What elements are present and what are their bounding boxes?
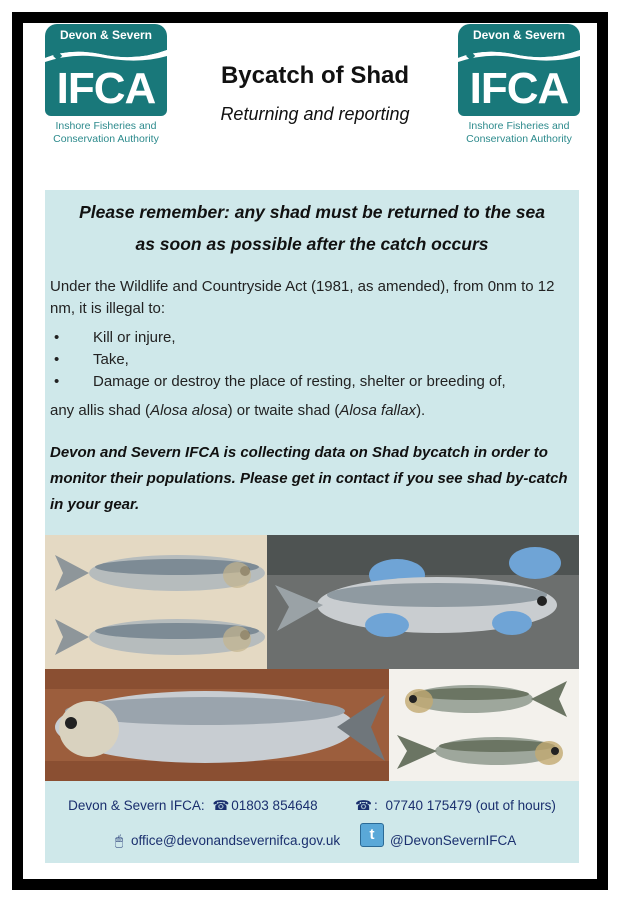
illegal-actions-list xyxy=(50,327,570,393)
logo-ifca-text: IFCA xyxy=(45,62,167,116)
list-item: • Take, xyxy=(50,349,570,371)
fish-icon: ◆ xyxy=(466,48,476,62)
phone-number[interactable]: 01803 854648 xyxy=(231,798,318,813)
telephone-icon: ☎ xyxy=(355,798,372,813)
twaite-shad-name: Alosa fallax xyxy=(339,402,417,419)
shad-photo-2 xyxy=(267,535,579,669)
fish-icon: ◆ xyxy=(53,48,63,62)
species-text: any allis shad (Alosa alosa) or twaite shad (Alosa fallax). xyxy=(50,402,426,419)
ifca-logo-right xyxy=(458,24,580,158)
info-panel xyxy=(45,190,579,535)
mouse-icon: 🖱 xyxy=(115,833,124,848)
page-title: Bycatch of Shad xyxy=(220,62,410,89)
shad-photo-3 xyxy=(45,669,389,781)
phone-line xyxy=(45,798,579,814)
list-item: • Damage or destroy the place of resting, shelter or breeding of, xyxy=(50,371,570,393)
logo-brand-text: Devon & Severn xyxy=(458,24,580,46)
logo-ifca-text: IFCA xyxy=(458,62,580,116)
shad-photo-4 xyxy=(389,669,579,781)
bullet-icon: • xyxy=(54,373,60,390)
out-of-hours-phone[interactable]: 07740 175479 (out of hours) xyxy=(385,798,556,813)
bullet-icon: • xyxy=(54,351,60,368)
shad-photo-collage xyxy=(45,535,579,781)
contact-panel xyxy=(45,781,579,863)
logo-subtitle: Inshore Fisheries and Conservation Authority xyxy=(53,120,159,145)
shad-photo-1 xyxy=(45,535,267,669)
logo-subtitle: Inshore Fisheries and Conservation Authority xyxy=(466,120,572,145)
wave-icon xyxy=(458,44,580,64)
twitter-handle[interactable]: @DevonSevernIFCA xyxy=(390,833,517,848)
org-label: Devon & Severn IFCA: xyxy=(68,798,205,813)
remember-line-1: Please remember: any shad must be returned to the sea xyxy=(79,202,545,222)
email-link[interactable]: office@devonandsevernifca.gov.uk xyxy=(131,833,341,848)
telephone-icon: ☎ xyxy=(212,798,230,813)
bullet-icon: • xyxy=(54,329,60,346)
allis-shad-name: Alosa alosa xyxy=(150,402,228,419)
remember-notice xyxy=(55,196,569,260)
twitter-icon[interactable]: t xyxy=(360,823,384,847)
list-item: • Kill or injure, xyxy=(50,327,570,349)
law-text: Under the Wildlife and Countryside Act (1981, as amended), from 0nm to 12 nm, it is illegal to: xyxy=(50,278,555,317)
page-subtitle: Returning and reporting xyxy=(220,104,410,124)
ifca-logo-left xyxy=(45,24,167,158)
logo-brand-text: Devon & Severn xyxy=(45,24,167,46)
data-collection-notice: Devon and Severn IFCA is collecting data on Shad bycatch in order to monitor their populations. Please get in contact if you see shad by-catch in your gear. xyxy=(50,444,568,513)
out-of-hours-label: : xyxy=(373,798,378,813)
remember-line-2: as soon as possible after the catch occurs xyxy=(135,234,489,254)
wave-icon xyxy=(45,44,167,64)
